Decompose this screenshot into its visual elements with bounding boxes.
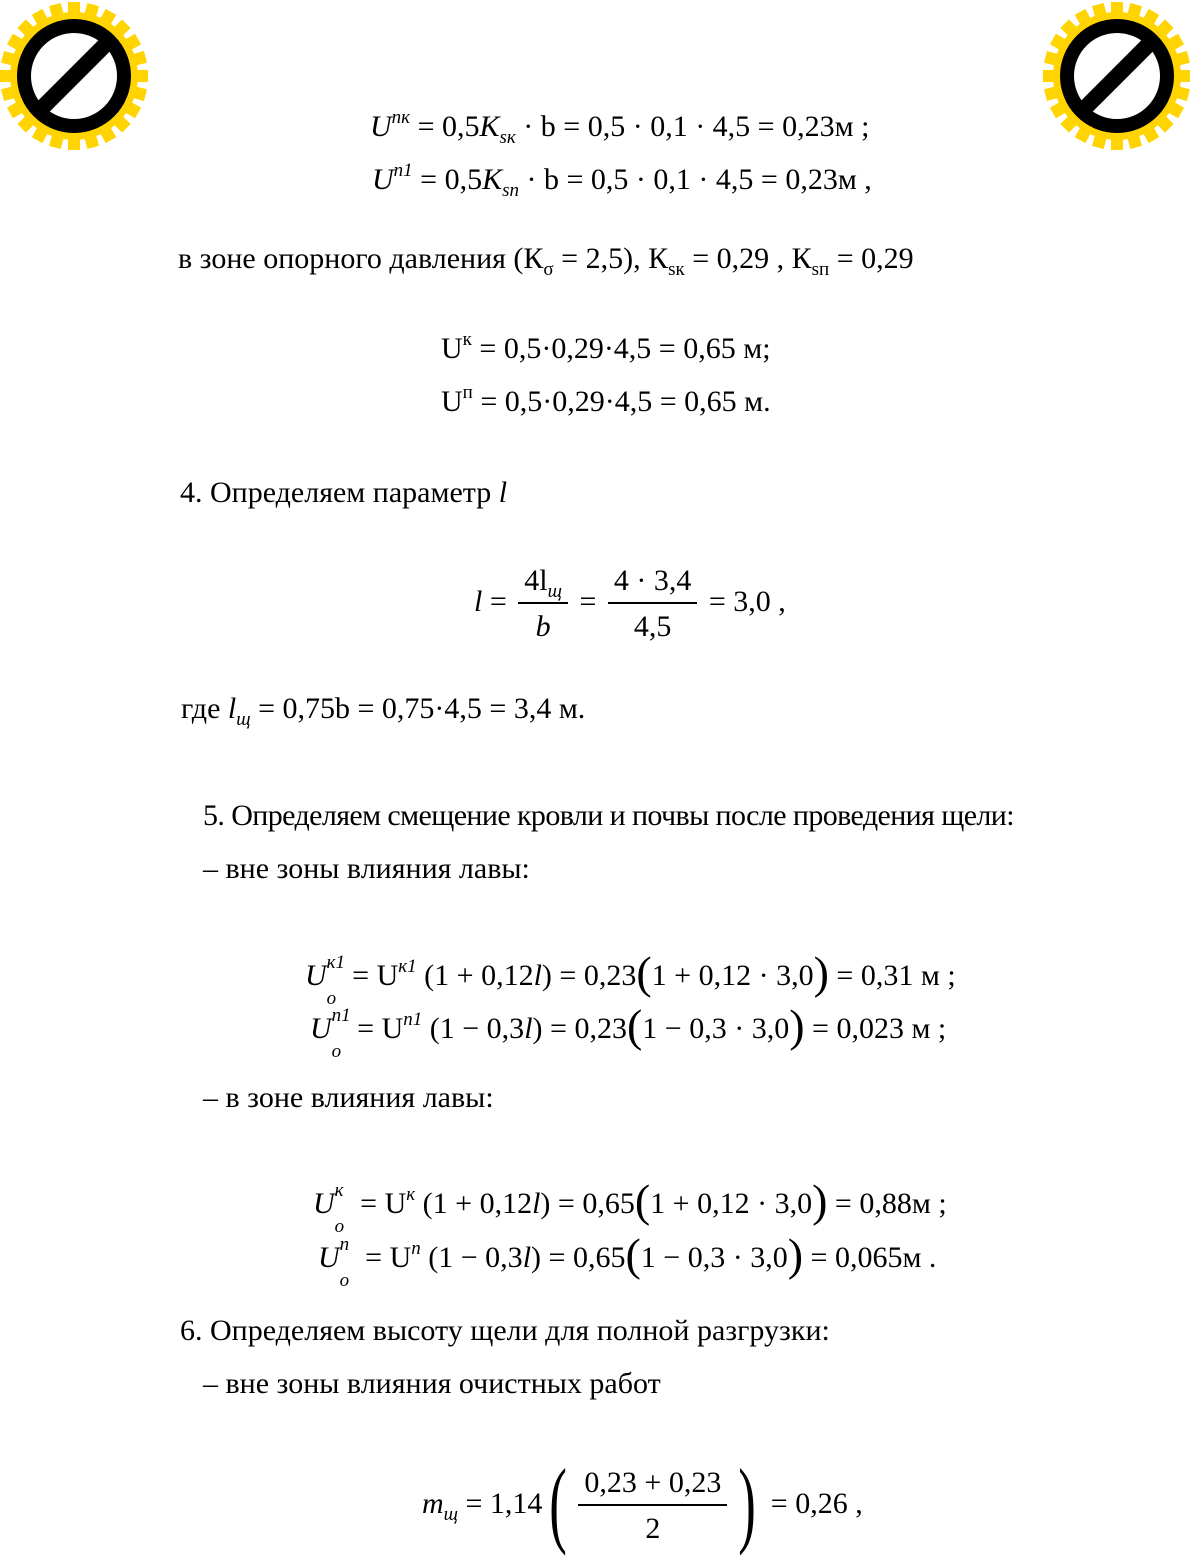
step-4-heading: 4. Определяем параметр l xyxy=(180,476,508,509)
equation-u-p1: $U^{п1} = 0,5K_{sп} \cdot b = 0,5 \cdot 0,1 \cdot 4,5 = 0,23м$ , xyxy=(372,160,872,201)
outside-zone-label: – вне зоны влияния лавы: xyxy=(203,852,530,885)
equation-u-pk: $U^{пк} = 0,5K_{sк} \cdot b = 0,5 \cdot 0,1 \cdot 4,5 = 0,23м$ ; xyxy=(370,107,870,148)
equation-parameter-l: l = $\frac{4l_щ}{b}$ = $\frac{4 \cdot 3,4}{4,5}$ = 3,0 , xyxy=(474,564,786,643)
where-l-sch-text: где $l_щ = 0,75b = 0,75\cdot 4,5 = 3,4$ м. xyxy=(181,692,586,730)
equation-m-sch: $m_щ = 1,14$( $\frac{0,23 + 0,23}{2}$ ) = 0,26 , xyxy=(422,1449,863,1556)
equation-u-k: $U^к = 0,5\cdot 0,29\cdot 4,5 = 0,65$ м; xyxy=(441,329,771,365)
equation-u-o-k1: U к1 о = $U^{к1}$ (1 + 0,12l) = 0,23(1 + 0,12 · 3,0) = 0,31 м ; xyxy=(305,947,956,1009)
outside-works-label: – вне зоны влияния очистных работ xyxy=(203,1367,661,1400)
equation-u-p: $U^п = 0,5\cdot 0,29\cdot 4,5 = 0,65$ м. xyxy=(441,382,771,418)
inside-zone-label: – в зоне влияния лавы: xyxy=(203,1081,494,1114)
support-pressure-zone-text: в зоне опорного давления $(К_\sigma = 2,5)$, $К_{sк} = 0,29$ , $К_{sп} = 0,29$ xyxy=(178,242,914,280)
fraction-sum-over-2: $\frac{0,23 + 0,23}{2}$ xyxy=(578,1468,727,1544)
fraction-numeric: $\frac{4 \cdot 3,4}{4,5}$ xyxy=(608,566,698,642)
equation-u-o-k: U к о = $U^к$ (1 + 0,12l) = 0,65(1 + 0,12 · 3,0) = 0,88м ; xyxy=(313,1175,947,1237)
no-entry-gear-icon xyxy=(1043,2,1190,150)
no-entry-gear-icon xyxy=(0,2,148,150)
step-6-heading: 6. Определяем высоту щели для полной разгрузки: xyxy=(180,1314,830,1347)
fraction-4l-over-b: $\frac{4l_щ}{b}$ xyxy=(518,566,568,642)
step-5-heading: 5. Определяем смещение кровли и почвы после проведения щели: xyxy=(203,799,1014,832)
equation-u-o-p1: U п1 о = $U^{п1}$ (1 − 0,3l) = 0,23(1 − 0,3 · 3,0) = 0,023 м ; xyxy=(310,1000,947,1062)
equation-u-o-p: U п о = $U^п$ (1 − 0,3l) = 0,65(1 − 0,3 · 3,0) = 0,065м . xyxy=(318,1229,937,1291)
